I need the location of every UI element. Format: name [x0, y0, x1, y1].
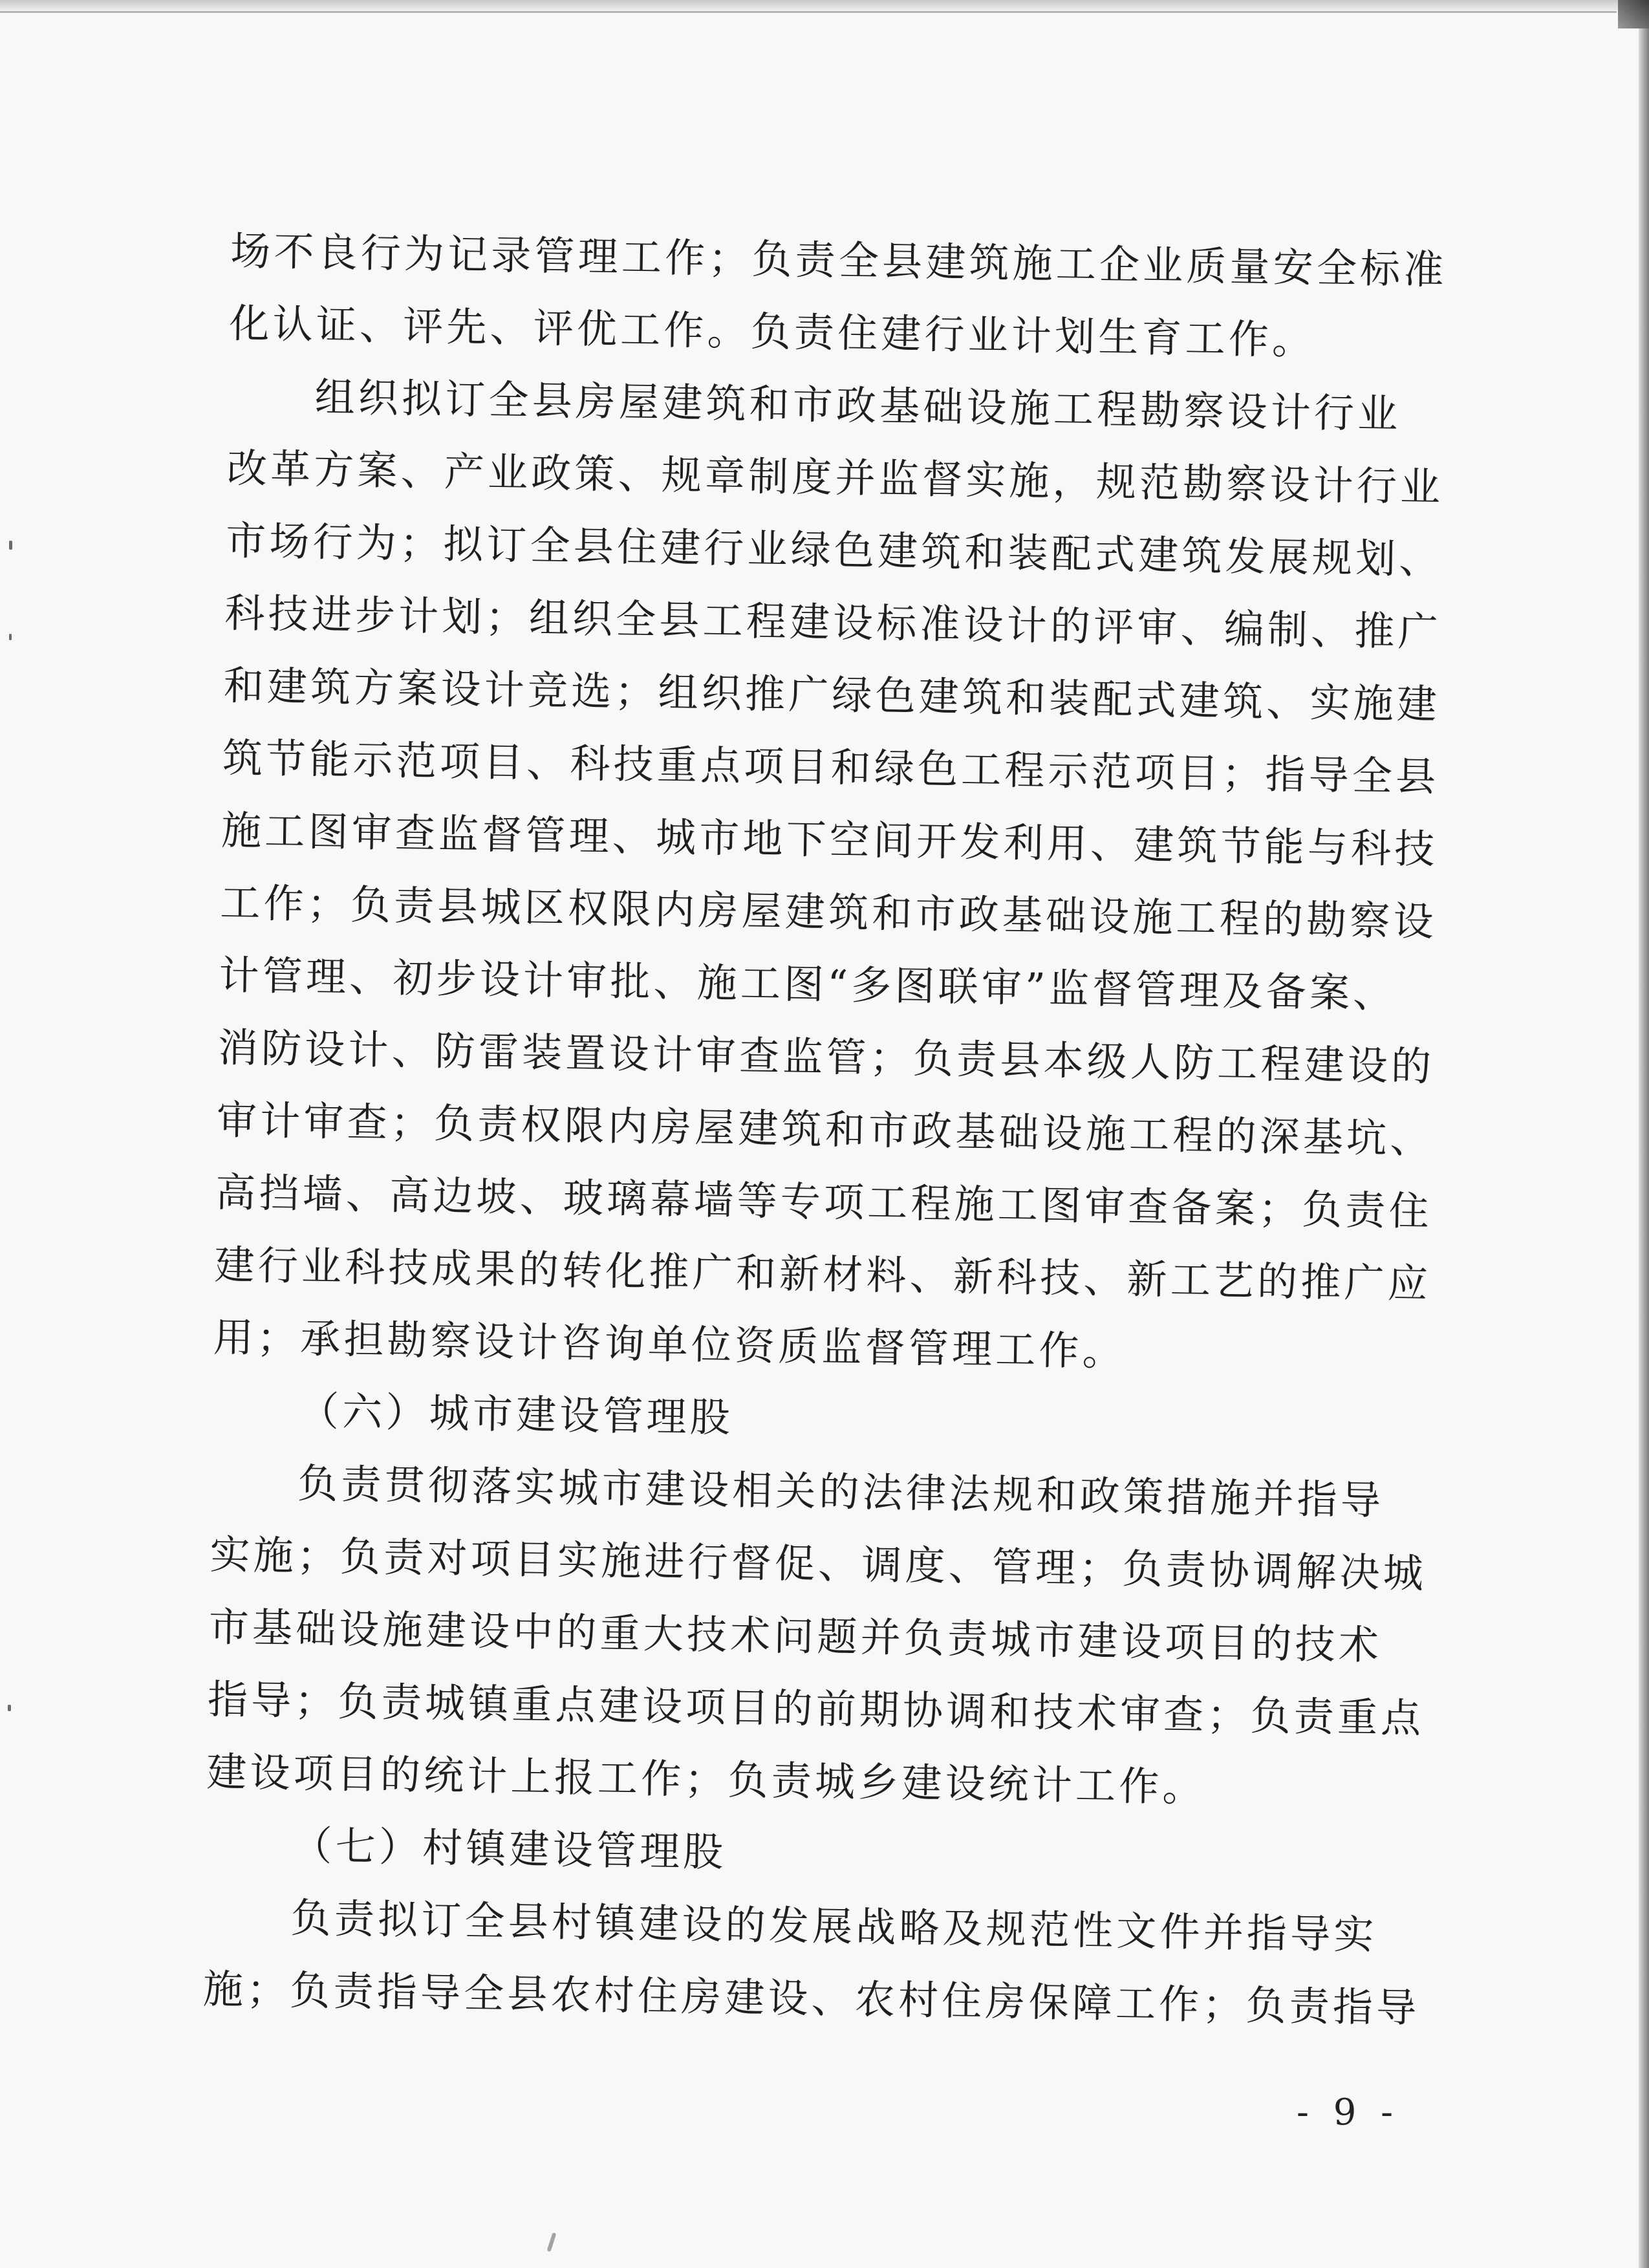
- body-text-line: 高挡墙、高边坡、玻璃幕墙等专项工程施工图审查备案；负责住: [215, 1169, 1433, 1235]
- scan-mark: [9, 634, 12, 640]
- body-text-line: 化认证、评先、评优工作。负责住建行业计划生育工作。: [228, 299, 1316, 364]
- body-text-line: 科技进步计划；组织全县工程建设标准设计的评审、编制、推广: [224, 589, 1442, 656]
- body-text-line: 施；负责指导全县农村住房建设、农村住房保障工作；负责指导: [202, 1965, 1420, 2032]
- scan-edge-right: [1639, 0, 1649, 2268]
- page-number: - 9 -: [1297, 2091, 1400, 2133]
- body-text-line: 用；承担勘察设计咨询单位资质监督管理工作。: [213, 1313, 1126, 1376]
- body-text-line: 工作；负责县城区权限内房屋建筑和市政基础设施工程的勘察设: [219, 879, 1438, 945]
- body-text-line: 场不良行为记录管理工作；负责全县建筑施工企业质量安全标准: [230, 227, 1448, 294]
- scan-edge-line: [0, 11, 1617, 13]
- body-text-line: 市基础设施建设中的重大技术问题并负责城市建设项目的技术: [208, 1603, 1383, 1669]
- scan-edge-top: [0, 0, 1649, 10]
- body-text-line: 实施；负责对项目实施进行督促、调度、管理；负责协调解决城: [209, 1530, 1427, 1597]
- body-text-line: 计管理、初步设计审批、施工图“多图联审”监督管理及备案、: [219, 951, 1397, 1017]
- body-text: [202, 215, 1460, 2044]
- scan-corner-shadow: [1618, 0, 1649, 28]
- paragraph-first-line: 负责贯彻落实城市建设相关的法律法规和政策措施并指导: [297, 1460, 1385, 1524]
- body-text-line: 和建筑方案设计竞选；组织推广绿色建筑和装配式建筑、实施建: [223, 662, 1441, 728]
- body-text-line: 改革方案、产业政策、规章制度并监督实施，规范勘察设计行业: [226, 444, 1444, 511]
- scan-mark: [8, 1705, 11, 1711]
- body-text-line: 建行业科技成果的转化推广和新材料、新科技、新工艺的推广应: [214, 1241, 1432, 1308]
- scan-mark: [9, 541, 12, 550]
- section-heading: （七）村镇建设管理股: [291, 1822, 727, 1876]
- body-text-line: 审计审查；负责权限内房屋建筑和市政基础设施工程的深基坑、: [216, 1096, 1434, 1163]
- body-text-line: 建设项目的统计上报工作；负责城乡建设统计工作。: [206, 1747, 1207, 1811]
- section-heading: （六）城市建设管理股: [298, 1387, 734, 1442]
- body-text-line: 消防设计、防雷装置设计审查监管；负责县本级人防工程建设的: [217, 1024, 1435, 1090]
- body-text-line: 市场行为；拟订全县住建行业绿色建筑和装配式建筑发展规划、: [225, 517, 1443, 583]
- body-text-line: 指导；负责城镇重点建设项目的前期协调和技术审查；负责重点: [207, 1675, 1425, 1742]
- body-text-line: 筑节能示范项目、科技重点项目和绿色工程示范项目；指导全县: [222, 734, 1439, 801]
- paragraph-first-line: 组织拟订全县房屋建筑和市政基础设施工程勘察设计行业: [314, 373, 1402, 438]
- paragraph-first-line: 负责拟订全县村镇建设的发展战略及规范性文件并指导实: [290, 1894, 1378, 1959]
- body-text-line: 施工图审查监督管理、城市地下空间开发利用、建筑节能与科技: [221, 806, 1439, 873]
- scan-mark: [547, 2232, 557, 2252]
